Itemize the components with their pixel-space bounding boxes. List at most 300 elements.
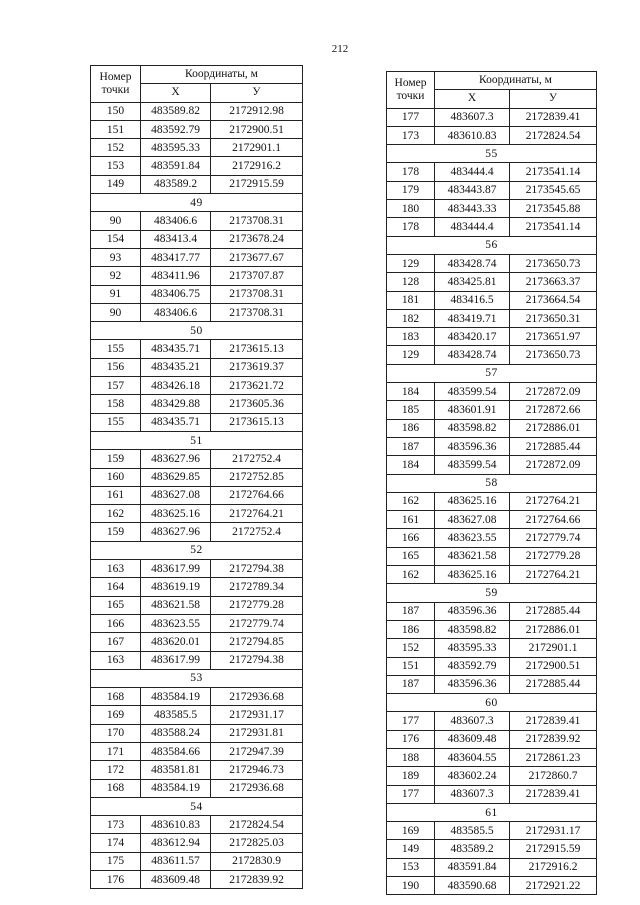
- table-row: [91, 724, 303, 742]
- x-coordinate: 483629.85: [141, 468, 211, 486]
- y-coordinate: 2173663.37: [510, 273, 597, 291]
- table-row: [91, 614, 303, 632]
- table-row: [91, 358, 303, 376]
- x-coordinate: 483598.82: [435, 620, 510, 638]
- y-coordinate: 2172752.4: [211, 450, 303, 468]
- point-number: 180: [387, 200, 435, 218]
- point-number: 177: [387, 712, 435, 730]
- section-row: [387, 694, 597, 712]
- page-number: 212: [331, 43, 349, 55]
- x-coordinate: 483617.99: [141, 651, 211, 669]
- point-number: 150: [91, 102, 141, 120]
- x-coordinate: 483426.18: [141, 377, 211, 395]
- point-number: 90: [91, 212, 141, 230]
- table-row: [387, 328, 597, 346]
- point-number: 168: [91, 779, 141, 797]
- x-coordinate: 483601.91: [435, 401, 510, 419]
- y-coordinate: 2173708.31: [211, 285, 303, 303]
- point-number: 161: [91, 486, 141, 504]
- y-coordinate: 2172764.66: [510, 511, 597, 529]
- y-coordinate: 2173707.87: [211, 267, 303, 285]
- section-number: 60: [387, 694, 597, 712]
- table-row: [387, 877, 597, 895]
- table-row: [91, 468, 303, 486]
- y-coordinate: 2172825.03: [211, 834, 303, 852]
- point-number: 165: [387, 547, 435, 565]
- x-coordinate: 483599.54: [435, 383, 510, 401]
- section-number: 49: [91, 194, 303, 212]
- table-row: [387, 200, 597, 218]
- point-number: 183: [387, 328, 435, 346]
- y-coordinate: 2172946.73: [211, 761, 303, 779]
- table-row: [91, 706, 303, 724]
- table-row: [387, 456, 597, 474]
- table-row: [387, 108, 597, 126]
- y-coordinate: 2172872.66: [510, 401, 597, 419]
- x-coordinate: 483589.82: [141, 102, 211, 120]
- x-coordinate: 483625.16: [435, 566, 510, 584]
- x-coordinate: 483420.17: [435, 328, 510, 346]
- x-coordinate: 483592.79: [141, 120, 211, 138]
- section-row: [91, 322, 303, 340]
- x-coordinate: 483596.36: [435, 602, 510, 620]
- y-coordinate: 2172901.1: [211, 139, 303, 157]
- section-row: [387, 584, 597, 602]
- coordinates-header: Координаты, м: [435, 72, 597, 90]
- table-row: [91, 633, 303, 651]
- point-number: 173: [91, 816, 141, 834]
- point-number: 129: [387, 346, 435, 364]
- y-coordinate: 2173615.13: [211, 413, 303, 431]
- x-coordinate: 483443.33: [435, 200, 510, 218]
- table-row: [91, 230, 303, 248]
- y-column-header: У: [510, 90, 597, 108]
- table-row: [91, 303, 303, 321]
- table-row: [387, 529, 597, 547]
- x-coordinate: 483623.55: [141, 614, 211, 632]
- x-coordinate: 483609.48: [141, 871, 211, 889]
- point-number: 186: [387, 620, 435, 638]
- point-number: 188: [387, 748, 435, 766]
- x-coordinate: 483625.16: [435, 492, 510, 510]
- x-coordinate: 483604.55: [435, 748, 510, 766]
- point-number: 90: [91, 303, 141, 321]
- x-coordinate: 483595.33: [141, 139, 211, 157]
- coordinates-table-left: [90, 65, 303, 889]
- y-coordinate: 2172764.21: [510, 492, 597, 510]
- x-coordinate: 483623.55: [435, 529, 510, 547]
- point-number: 168: [91, 688, 141, 706]
- table-row: [91, 395, 303, 413]
- point-number: 178: [387, 218, 435, 236]
- section-row: [91, 194, 303, 212]
- table-row: [387, 639, 597, 657]
- y-coordinate: 2172839.92: [510, 730, 597, 748]
- x-coordinate: 483416.5: [435, 291, 510, 309]
- x-coordinate: 483621.58: [435, 547, 510, 565]
- point-number: 181: [387, 291, 435, 309]
- point-number: 171: [91, 742, 141, 760]
- table-row: [387, 511, 597, 529]
- table-row: [387, 383, 597, 401]
- table-row: [387, 492, 597, 510]
- table-row: [387, 309, 597, 327]
- y-coordinate: 2172886.01: [510, 419, 597, 437]
- y-coordinate: 2172794.85: [211, 633, 303, 651]
- section-row: [387, 364, 597, 382]
- point-number: 93: [91, 248, 141, 266]
- point-number: 179: [387, 181, 435, 199]
- point-number: 177: [387, 785, 435, 803]
- table-row: [91, 102, 303, 120]
- section-row: [387, 474, 597, 492]
- table-row: [91, 157, 303, 175]
- table-row: [91, 120, 303, 138]
- point-number: 161: [387, 511, 435, 529]
- y-coordinate: 2173650.73: [510, 346, 597, 364]
- y-coordinate: 2172764.66: [211, 486, 303, 504]
- y-coordinate: 2173619.37: [211, 358, 303, 376]
- y-coordinate: 2172885.44: [510, 675, 597, 693]
- point-number: 176: [91, 871, 141, 889]
- x-coordinate: 483610.83: [435, 126, 510, 144]
- table-row: [91, 651, 303, 669]
- x-coordinate: 483444.4: [435, 163, 510, 181]
- table-row: [91, 340, 303, 358]
- y-coordinate: 2172752.85: [211, 468, 303, 486]
- y-coordinate: 2173664.54: [510, 291, 597, 309]
- y-coordinate: 2172901.1: [510, 639, 597, 657]
- x-coordinate: 483617.99: [141, 560, 211, 578]
- x-coordinate: 483620.01: [141, 633, 211, 651]
- y-coordinate: 2172839.41: [510, 108, 597, 126]
- point-number: 163: [91, 560, 141, 578]
- point-number: 151: [387, 657, 435, 675]
- table-row: [91, 742, 303, 760]
- x-coordinate: 483627.96: [141, 523, 211, 541]
- point-number: 184: [387, 383, 435, 401]
- x-coordinate: 483428.74: [435, 346, 510, 364]
- x-coordinate: 483588.24: [141, 724, 211, 742]
- point-number: 154: [91, 230, 141, 248]
- x-coordinate: 483428.74: [435, 254, 510, 272]
- point-number: 187: [387, 602, 435, 620]
- x-coordinate: 483584.66: [141, 742, 211, 760]
- section-number: 59: [387, 584, 597, 602]
- y-coordinate: 2172779.28: [510, 547, 597, 565]
- table-row: [387, 566, 597, 584]
- point-number: 174: [91, 834, 141, 852]
- x-coordinate: 483609.48: [435, 730, 510, 748]
- point-number: 153: [91, 157, 141, 175]
- x-coordinate: 483625.16: [141, 505, 211, 523]
- point-number: 157: [91, 377, 141, 395]
- table-row: [91, 267, 303, 285]
- section-row: [91, 797, 303, 815]
- point-number-header: [387, 72, 435, 109]
- y-coordinate: 2173650.31: [510, 309, 597, 327]
- y-coordinate: 2173541.14: [510, 163, 597, 181]
- y-coordinate: 2172860.7: [510, 767, 597, 785]
- y-coordinate: 2172872.09: [510, 383, 597, 401]
- table-row: [91, 596, 303, 614]
- table-row: [91, 816, 303, 834]
- section-number: 57: [387, 364, 597, 382]
- table-row: [387, 254, 597, 272]
- y-coordinate: 2173605.36: [211, 395, 303, 413]
- point-number: 175: [91, 852, 141, 870]
- x-coordinate: 483413.4: [141, 230, 211, 248]
- x-coordinate: 483435.71: [141, 413, 211, 431]
- point-number: 173: [387, 126, 435, 144]
- point-number: 164: [91, 578, 141, 596]
- y-coordinate: 2172915.59: [510, 840, 597, 858]
- section-number: 55: [387, 145, 597, 163]
- x-coordinate: 483425.81: [435, 273, 510, 291]
- table-row: [91, 688, 303, 706]
- x-coordinate: 483406.6: [141, 303, 211, 321]
- y-coordinate: 2173615.13: [211, 340, 303, 358]
- y-coordinate: 2173678.24: [211, 230, 303, 248]
- table-row: [91, 377, 303, 395]
- section-number: 56: [387, 236, 597, 254]
- point-number: 166: [91, 614, 141, 632]
- x-coordinate: 483435.71: [141, 340, 211, 358]
- point-number: 177: [387, 108, 435, 126]
- y-coordinate: 2172824.54: [211, 816, 303, 834]
- x-coordinate: 483610.83: [141, 816, 211, 834]
- y-coordinate: 2173708.31: [211, 303, 303, 321]
- table-row: [387, 401, 597, 419]
- section-number: 54: [91, 797, 303, 815]
- section-number: 52: [91, 541, 303, 559]
- y-coordinate: 2173545.65: [510, 181, 597, 199]
- y-coordinate: 2172936.68: [211, 688, 303, 706]
- y-coordinate: 2172794.38: [211, 560, 303, 578]
- table-row: [91, 834, 303, 852]
- point-number: 128: [387, 273, 435, 291]
- table-row: [91, 578, 303, 596]
- section-number: 51: [91, 431, 303, 449]
- x-coordinate: 483589.2: [141, 175, 211, 193]
- point-number: 176: [387, 730, 435, 748]
- table-row: [387, 547, 597, 565]
- y-coordinate: 2173545.88: [510, 200, 597, 218]
- x-coordinate: 483595.33: [435, 639, 510, 657]
- section-row: [387, 803, 597, 821]
- point-header-line1: Номер: [99, 70, 132, 83]
- table-row: [387, 748, 597, 766]
- section-row: [91, 541, 303, 559]
- point-number: 151: [91, 120, 141, 138]
- y-coordinate: 2172752.4: [211, 523, 303, 541]
- table-row: [91, 450, 303, 468]
- y-coordinate: 2172779.74: [510, 529, 597, 547]
- section-number: 50: [91, 322, 303, 340]
- x-column-header: Х: [435, 90, 510, 108]
- x-coordinate: 483602.24: [435, 767, 510, 785]
- x-coordinate: 483591.84: [141, 157, 211, 175]
- x-coordinate: 483599.54: [435, 456, 510, 474]
- point-header-line2: точки: [396, 89, 425, 102]
- table-row: [387, 218, 597, 236]
- table-row: [91, 852, 303, 870]
- coordinates-header: Координаты, м: [141, 66, 303, 84]
- point-number: 159: [91, 450, 141, 468]
- y-coordinate: 2172900.51: [510, 657, 597, 675]
- x-coordinate: 483589.2: [435, 840, 510, 858]
- y-coordinate: 2172947.39: [211, 742, 303, 760]
- x-coordinate: 483406.75: [141, 285, 211, 303]
- x-coordinate: 483443.87: [435, 181, 510, 199]
- section-number: 58: [387, 474, 597, 492]
- y-coordinate: 2172779.74: [211, 614, 303, 632]
- table-row: [387, 858, 597, 876]
- point-number: 159: [91, 523, 141, 541]
- y-coordinate: 2173677.67: [211, 248, 303, 266]
- point-number: 155: [91, 413, 141, 431]
- x-coordinate: 483444.4: [435, 218, 510, 236]
- point-number: 182: [387, 309, 435, 327]
- table-row: [387, 840, 597, 858]
- table-row: [387, 657, 597, 675]
- point-number: 169: [91, 706, 141, 724]
- y-coordinate: 2172921.22: [510, 877, 597, 895]
- table-row: [91, 248, 303, 266]
- table-row: [91, 560, 303, 578]
- table-row: [91, 761, 303, 779]
- x-coordinate: 483585.5: [141, 706, 211, 724]
- x-coordinate: 483596.36: [435, 675, 510, 693]
- table-row: [387, 712, 597, 730]
- point-number: 172: [91, 761, 141, 779]
- point-number: 156: [91, 358, 141, 376]
- table-row: [91, 175, 303, 193]
- point-number: 184: [387, 456, 435, 474]
- point-number: 152: [387, 639, 435, 657]
- table-row: [387, 346, 597, 364]
- point-number: 92: [91, 267, 141, 285]
- x-coordinate: 483585.5: [435, 822, 510, 840]
- x-coordinate: 483417.77: [141, 248, 211, 266]
- y-coordinate: 2172872.09: [510, 456, 597, 474]
- x-coordinate: 483611.57: [141, 852, 211, 870]
- x-coordinate: 483419.71: [435, 309, 510, 327]
- x-coordinate: 483435.21: [141, 358, 211, 376]
- point-number-header: [91, 66, 141, 103]
- table-row: [387, 822, 597, 840]
- table-row: [387, 273, 597, 291]
- x-coordinate: 483612.94: [141, 834, 211, 852]
- y-coordinate: 2172839.41: [510, 712, 597, 730]
- y-coordinate: 2172830.9: [211, 852, 303, 870]
- table-row: [91, 212, 303, 230]
- table-row: [387, 419, 597, 437]
- point-number: 153: [387, 858, 435, 876]
- table-row: [387, 767, 597, 785]
- y-coordinate: 2172764.21: [510, 566, 597, 584]
- y-coordinate: 2173651.97: [510, 328, 597, 346]
- table-row: [91, 779, 303, 797]
- x-coordinate: 483598.82: [435, 419, 510, 437]
- x-coordinate: 483584.19: [141, 779, 211, 797]
- point-number: 158: [91, 395, 141, 413]
- y-coordinate: 2172885.44: [510, 437, 597, 455]
- y-coordinate: 2172915.59: [211, 175, 303, 193]
- point-number: 167: [91, 633, 141, 651]
- point-number: 149: [91, 175, 141, 193]
- x-coordinate: 483619.19: [141, 578, 211, 596]
- point-number: 91: [91, 285, 141, 303]
- table-row: [91, 523, 303, 541]
- table-row: [387, 181, 597, 199]
- y-column-header: У: [211, 84, 303, 102]
- y-coordinate: 2172861.23: [510, 748, 597, 766]
- x-coordinate: 483607.3: [435, 785, 510, 803]
- y-coordinate: 2172886.01: [510, 620, 597, 638]
- table-row: [91, 486, 303, 504]
- y-coordinate: 2173541.14: [510, 218, 597, 236]
- point-number: 169: [387, 822, 435, 840]
- point-number: 189: [387, 767, 435, 785]
- x-coordinate: 483429.88: [141, 395, 211, 413]
- y-coordinate: 2172824.54: [510, 126, 597, 144]
- table-row: [387, 785, 597, 803]
- point-number: 187: [387, 437, 435, 455]
- table-row: [387, 675, 597, 693]
- point-number: 160: [91, 468, 141, 486]
- table-row: [91, 285, 303, 303]
- x-coordinate: 483621.58: [141, 596, 211, 614]
- point-number: 162: [387, 566, 435, 584]
- y-coordinate: 2172916.2: [510, 858, 597, 876]
- x-coordinate: 483406.6: [141, 212, 211, 230]
- point-number: 152: [91, 139, 141, 157]
- y-coordinate: 2173650.73: [510, 254, 597, 272]
- x-coordinate: 483581.81: [141, 761, 211, 779]
- x-coordinate: 483596.36: [435, 437, 510, 455]
- point-number: 166: [387, 529, 435, 547]
- point-header-line2: точки: [101, 83, 130, 96]
- point-header-line1: Номер: [394, 76, 427, 89]
- section-number: 53: [91, 669, 303, 687]
- x-coordinate: 483627.08: [141, 486, 211, 504]
- y-coordinate: 2172789.34: [211, 578, 303, 596]
- table-row: [387, 620, 597, 638]
- y-coordinate: 2172794.38: [211, 651, 303, 669]
- y-coordinate: 2172900.51: [211, 120, 303, 138]
- point-number: 186: [387, 419, 435, 437]
- table-row: [387, 602, 597, 620]
- y-coordinate: 2172931.17: [211, 706, 303, 724]
- x-coordinate: 483590.68: [435, 877, 510, 895]
- section-row: [91, 669, 303, 687]
- x-coordinate: 483627.96: [141, 450, 211, 468]
- section-row: [387, 236, 597, 254]
- y-coordinate: 2172885.44: [510, 602, 597, 620]
- y-coordinate: 2172931.17: [510, 822, 597, 840]
- y-coordinate: 2173621.72: [211, 377, 303, 395]
- y-coordinate: 2172764.21: [211, 505, 303, 523]
- x-coordinate: 483607.3: [435, 108, 510, 126]
- x-coordinate: 483411.96: [141, 267, 211, 285]
- table-row: [387, 730, 597, 748]
- y-coordinate: 2172931.81: [211, 724, 303, 742]
- coordinates-table-right: [386, 71, 597, 895]
- table-row: [91, 139, 303, 157]
- point-number: 187: [387, 675, 435, 693]
- y-coordinate: 2173708.31: [211, 212, 303, 230]
